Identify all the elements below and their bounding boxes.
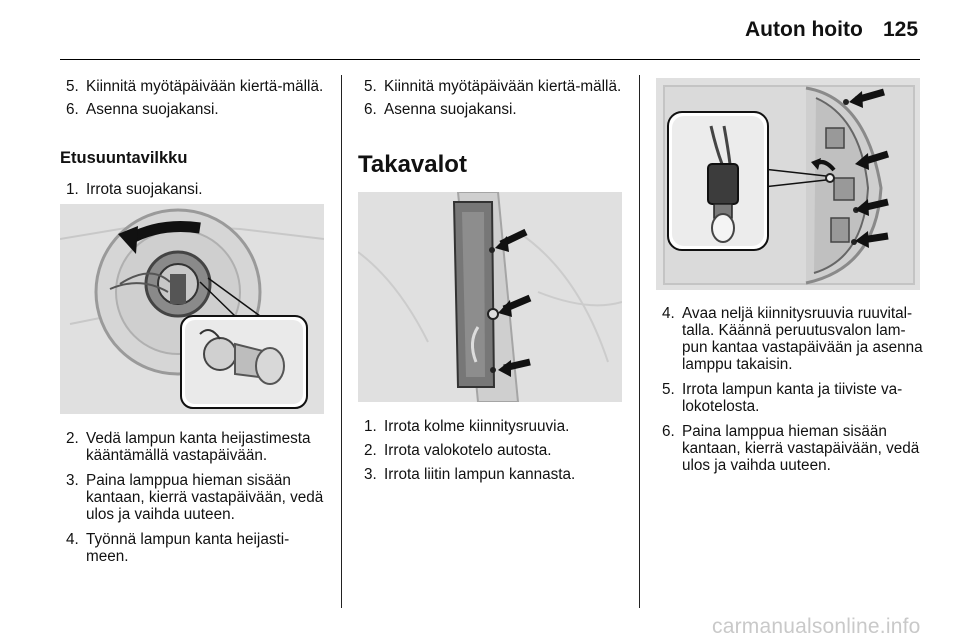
column-divider-2 [639, 75, 640, 608]
section-heading-etusuuntavilkku: Etusuuntavilkku [60, 149, 188, 167]
column-3-steps [662, 305, 926, 474]
column-divider-1 [341, 75, 342, 608]
reversing-light-illustration [656, 78, 920, 290]
column-2-steps [364, 418, 622, 483]
turn-signal-illustration [60, 204, 324, 414]
list-item: 5. Kiinnitä myötäpäivään kiertä-mällä. [66, 78, 324, 95]
column-1-top [66, 78, 324, 118]
list-item: 1. Irrota suojakansi. [66, 181, 203, 198]
list-item: 6. Paina lamppua hieman sisään kantaan, kierrä vastapäivään, vedä ulos ja vaihda uuteen. [662, 423, 920, 474]
section-heading-takavalot: Takavalot [358, 151, 467, 178]
list-item: 4. Avaa neljä kiinnitysruuvia ruuvital-talla. Käännä peruutusvalon lam-pun kantaa vastapäivään ja asenna lamppu takaisin. [662, 305, 923, 373]
rear-light-screws-illustration [358, 192, 622, 402]
list-item: 3. Irrota liitin lampun kannasta. [364, 466, 576, 483]
watermark-text: carmanualsonline.info [712, 615, 921, 638]
page-header-title: Auton hoito [745, 18, 863, 41]
column-1-steps [66, 430, 324, 565]
column-2-top [364, 78, 622, 118]
list-item: 6. Asenna suojakansi. [66, 101, 219, 118]
header-divider [60, 59, 920, 60]
column-1-step1 [66, 181, 324, 198]
list-item: 1. Irrota kolme kiinnitysruuvia. [364, 418, 570, 435]
list-item: 6. Asenna suojakansi. [364, 101, 517, 118]
list-item: 5. Kiinnitä myötäpäivään kiertä-mällä. [364, 78, 622, 95]
page-number: 125 [883, 18, 919, 41]
list-item: 3. Paina lamppua hieman sisään kantaan, kierrä vastapäivään, vedä ulos ja vaihda uuteen. [66, 472, 324, 523]
list-item: 2. Vedä lampun kanta heijastimesta kääntämällä vastapäivään. [66, 430, 311, 464]
list-item: 5. Irrota lampun kanta ja tiiviste va-lokotelosta. [662, 381, 903, 415]
list-item: 2. Irrota valokotelo autosta. [364, 442, 552, 459]
list-item: 4. Työnnä lampun kanta heijasti-meen. [66, 531, 290, 565]
